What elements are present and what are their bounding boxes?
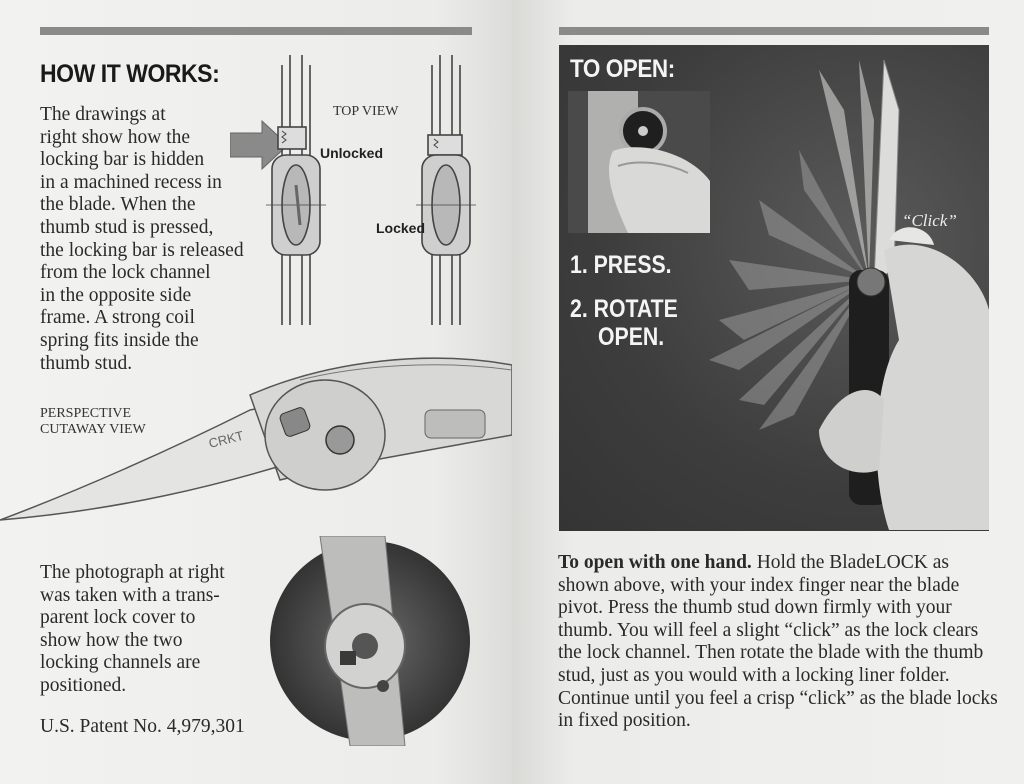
left-top-rule bbox=[40, 27, 472, 35]
right-top-rule bbox=[559, 27, 989, 35]
paragraph-line: in the opposite side bbox=[40, 284, 192, 306]
paragraph-line: The drawings at bbox=[40, 104, 166, 125]
hand bbox=[877, 245, 989, 530]
paragraph-line: locking channels are bbox=[40, 652, 201, 674]
step-rotate: 2. ROTATE bbox=[570, 295, 678, 323]
thumb-press-inset bbox=[568, 91, 710, 233]
brand-mark: CRKT bbox=[207, 427, 246, 451]
blade-shape bbox=[0, 400, 300, 520]
paragraph-line: in a machined recess in bbox=[40, 171, 222, 193]
to-open-instructions bbox=[558, 552, 998, 733]
paragraph-line: frame. A strong coil bbox=[40, 307, 195, 329]
rotating-blades-photo bbox=[699, 50, 989, 530]
perspective-cutaway-knife bbox=[0, 340, 512, 540]
paragraph-line: spring fits inside the bbox=[40, 329, 199, 351]
step-press: 1. PRESS. bbox=[570, 251, 672, 279]
paragraph-line: the blade. When the bbox=[40, 194, 196, 216]
paragraph-line: positioned. bbox=[40, 674, 127, 696]
top-view-diagram bbox=[230, 55, 490, 335]
knife-pivot bbox=[857, 268, 885, 296]
blade-ghost bbox=[729, 260, 869, 290]
to-open-heading: TO OPEN: bbox=[570, 55, 675, 83]
paragraph-line: locking bar is hidden bbox=[40, 149, 205, 171]
step-open: OPEN. bbox=[598, 323, 665, 351]
paragraph-line: was taken with a trans- bbox=[40, 584, 220, 606]
paragraph-line: thumb stud is pressed, bbox=[40, 216, 214, 238]
locked-knife-drawing bbox=[416, 55, 476, 325]
paragraph-line: show how the two bbox=[40, 629, 183, 651]
paragraph-line: The photograph at right bbox=[40, 562, 225, 583]
unlocked-knife-drawing bbox=[266, 55, 326, 325]
locked-label: Locked bbox=[376, 220, 426, 236]
paragraph-line: thumb stud. bbox=[40, 352, 133, 374]
photograph-paragraph bbox=[40, 562, 280, 698]
paragraph-line: the locking bar is released bbox=[40, 239, 244, 261]
label-line: CUTAWAY VIEW bbox=[40, 422, 146, 437]
paragraph-line: parent lock cover to bbox=[40, 607, 196, 629]
patent-number: U.S. Patent No. 4,979,301 bbox=[40, 716, 245, 737]
lock-photograph bbox=[265, 536, 475, 746]
click-label: “Click” bbox=[902, 211, 957, 230]
top-view-label: TOP VIEW bbox=[333, 104, 399, 119]
thumb-stud bbox=[326, 426, 354, 454]
paragraph-line: right show how the bbox=[40, 126, 191, 148]
instructions-lead: To open with one hand. bbox=[558, 552, 752, 573]
how-it-works-heading: HOW IT WORKS: bbox=[40, 60, 220, 88]
pivot-housing bbox=[265, 380, 385, 490]
unlocked-label: Unlocked bbox=[320, 145, 384, 161]
instructions-text: Hold the BladeLOCK as shown above, with your index finger near the blade pivot. Press the thumb stud down firmly with your thumb. You will feel a slight “click” as the lock clears the lock channel. Then rotate the blade with the thumb stud, just as you would with a locking liner folder. Continue until you feel a crisp “click” as the blade locks in fixed position. bbox=[558, 552, 998, 732]
label-line: PERSPECTIVE bbox=[40, 406, 132, 421]
paragraph-line: from the lock channel bbox=[40, 262, 211, 284]
